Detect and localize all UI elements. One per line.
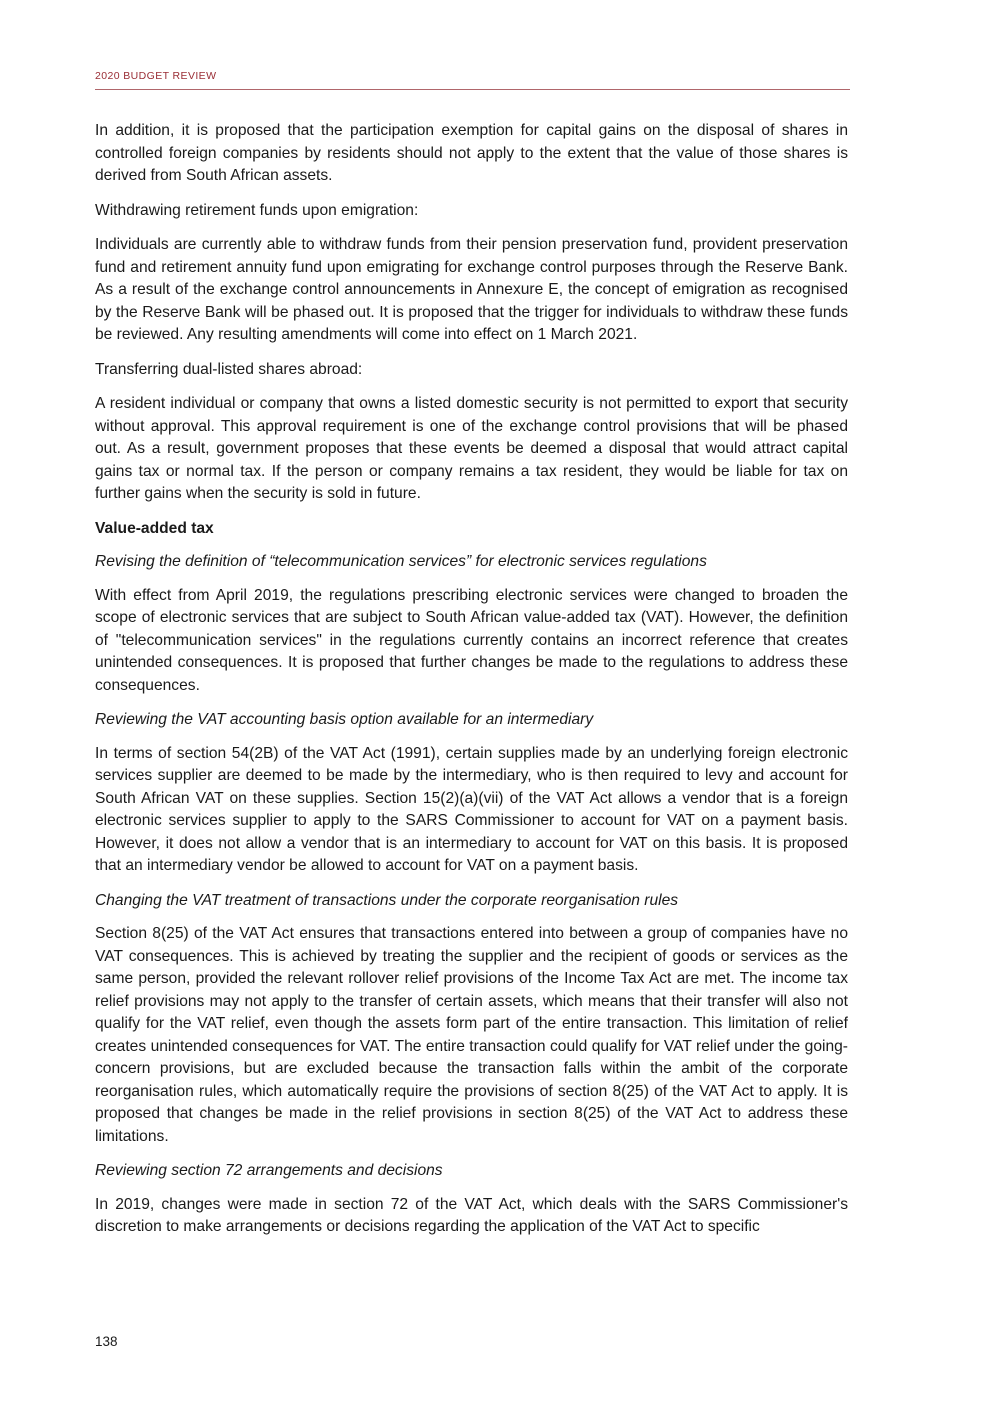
paragraph-withdrawing-retirement-funds: Individuals are currently able to withdraw funds from their pension preservation fund, provident preservation fund and retirement annuity fund upon emigrating for exchange control purposes through the Reserve Bank. As a result of the exchange control announcements in Annexure E, the concept of emigration as recognised by the Reserve Bank will be phased out. It is proposed that the trigger for individuals to withdraw these funds be reviewed. Any resulting amendments will come into effect on 1 March 2021. [95, 236, 848, 343]
page-number: 138 [95, 1334, 118, 1349]
page-content [95, 120, 848, 1251]
subheading-vat-accounting-basis: Reviewing the VAT accounting basis option available for an intermediary [95, 711, 594, 728]
running-title: 2020 BUDGET REVIEW [95, 70, 217, 82]
label-transferring-dual-listed-shares: Transferring dual-listed shares abroad: [95, 360, 363, 378]
paragraph-participation-exemption: In addition, it is proposed that the participation exemption for capital gains on the disposal of shares in controlled foreign companies by residents should not apply to the extent that the value of those shares is derived from South African assets. [95, 122, 848, 184]
label-withdrawing-retirement-funds: Withdrawing retirement funds upon emigration: [95, 201, 419, 219]
section-heading-vat: Value-added tax [95, 519, 214, 537]
subheading-telecommunication-services: Revising the definition of “telecommunication services” for electronic services regulations [95, 553, 707, 570]
paragraph-vat-accounting-basis: In terms of section 54(2B) of the VAT Act (1991), certain supplies made by an underlying foreign electronic services supplier are deemed to be made by the intermediary, who is then required to levy and account for South African VAT on these supplies. Section 15(2)(a)(vii) of the VAT Act allows a vendor that is a foreign electronic services supplier to apply to the SARS Commissioner to account for VAT on a payment basis. However, it does not allow a vendor that is an intermediary to account for VAT on this basis. It is proposed that an intermediary vendor be allowed to account for VAT on a payment basis. [95, 744, 848, 874]
subheading-corporate-reorganisation: Changing the VAT treatment of transactions under the corporate reorganisation rules [95, 891, 679, 909]
paragraph-telecommunication-services: With effect from April 2019, the regulations prescribing electronic services were changed to broaden the scope of electronic services that are subject to South African value-added tax (VAT). However, the definition of "telecommunication services" in the regulations currently contains an incorrect reference that creates unintended consequences. It is proposed that further changes be made to the regulations to address these consequences. [95, 586, 848, 694]
running-header [95, 66, 850, 90]
paragraph-corporate-reorganisation: Section 8(25) of the VAT Act ensures that transactions entered into between a group of companies have no VAT consequences. This is achieved by treating the supplier and the recipient of goods or services as the same person, provided the relevant rollover relief provisions of the Income Tax Act are met. The income tax relief provisions may not apply to the transfer of certain assets, which means that their transfer will also not qualify for the VAT relief, even though the assets form part of the entire transaction. This limitation of relief creates unintended consequences for VAT. The entire transaction could qualify for VAT relief under the going-concern provisions, but are excluded because the transaction falls within the ambit of the corporate reorganisation rules, which automatically require the provisions of section 8(25) of the VAT Act to apply. It is proposed that changes be made in the relief provisions in section 8(25) of the VAT Act to address these limitations. [95, 925, 848, 1145]
paragraph-transferring-dual-listed-shares: A resident individual or company that owns a listed domestic security is not permitted to export that security without approval. This approval requirement is one of the exchange control provisions that will be phased out. As a result, government proposes that these events be deemed a disposal that would attract capital gains tax or normal tax. If the person or company remains a tax resident, they would be liable for tax on further gains when the security is sold in future. [95, 395, 848, 502]
paragraph-section-72: In 2019, changes were made in section 72 of the VAT Act, which deals with the SARS Commissioner's discretion to make arrangements or decisions regarding the application of the VAT Act to specific [95, 1195, 848, 1235]
subheading-section-72: Reviewing section 72 arrangements and decisions [95, 1162, 443, 1179]
